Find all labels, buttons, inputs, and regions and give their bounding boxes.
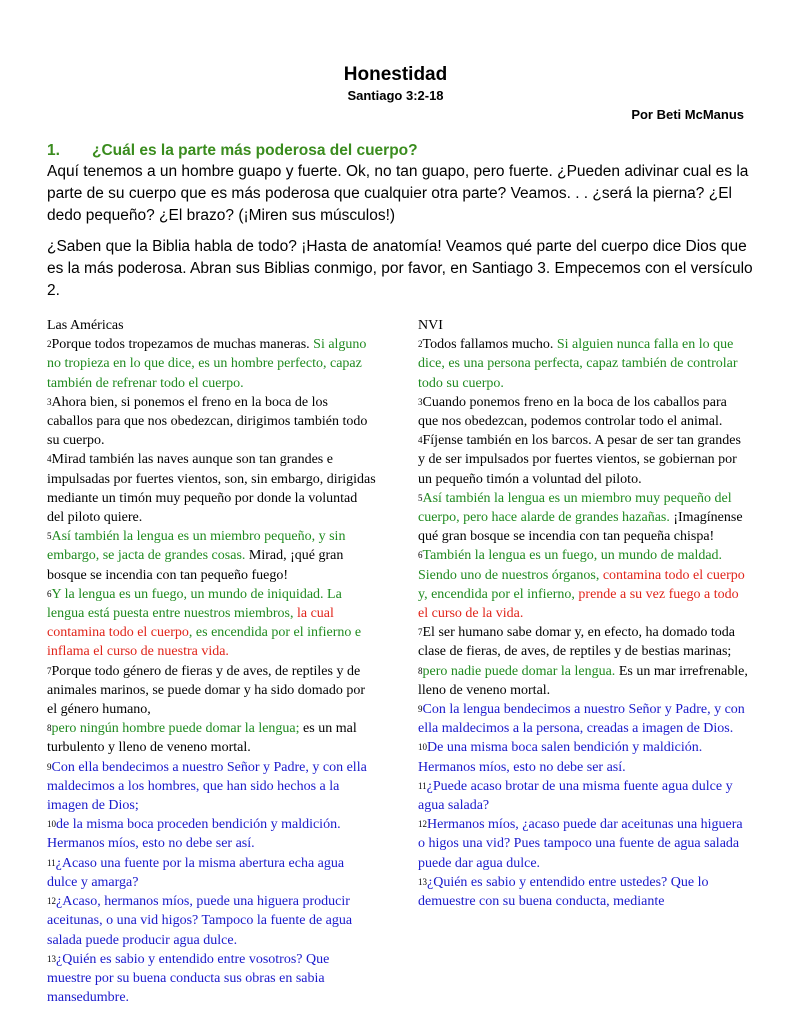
verse-number: 11 [47, 857, 56, 868]
verse-text-segment: Con ella bendecimos a nuestro Señor y Padre, y con ella maldecimos a los hombres, que han sido hechos a la imagen de Dios; [47, 759, 367, 814]
column-nvi [418, 316, 748, 911]
verse-text-segment: Si alguien nunca falla en lo que dice, es una persona perfecta, capaz también de controlar todo su cuerpo. [418, 337, 738, 391]
intro-paragraph-2: ¿Saben que la Biblia habla de todo? ¡Hasta de anatomía! Veamos qué parte del cuerpo dice Dios que es la más poderosa. Abran sus Biblias conmigo, por favor, en Santiago 3. Empecemos con el versículo 2. [47, 238, 753, 299]
verse-number: 4 [418, 435, 423, 446]
verse-text-segment: El ser humano sabe domar y, en efecto, ha domado toda clase de fieras, de aves, de reptiles y de bestias marinas; [418, 625, 735, 660]
section-number: 1. [47, 142, 60, 159]
author-byline: Por Beti McManus [631, 107, 744, 122]
verse-number: 12 [418, 819, 427, 830]
verse-number: 9 [418, 704, 423, 715]
verse-number: 3 [47, 396, 52, 407]
verse-number: 13 [418, 876, 427, 887]
verse-text-segment: prende a su vez fuego a todo el curso de la vida. [418, 586, 739, 622]
verse-text-segment: , es encendida por el infierno e [188, 625, 362, 641]
verse-text-segment: y, encendida por el infierno, [418, 586, 579, 602]
verse-8 [418, 662, 748, 700]
column-title: NVI [418, 318, 443, 333]
verse-9 [418, 700, 748, 738]
verse-number: 12 [47, 896, 56, 907]
verse-3 [47, 393, 377, 451]
verse-text-segment: ¿Acaso, hermanos míos, puede una higuera producir aceitunas, o una vid higos? Tampoco la fuente de agua salada puede producir agua dulce. [47, 894, 353, 948]
verse-number: 7 [418, 627, 423, 638]
verse-text-segment: Porque todos tropezamos de muchas maneras. [51, 337, 314, 353]
verse-text-segment: Cuando ponemos freno en la boca de los caballos para que nos obedezcan, podemos controlar todo el animal. [418, 394, 727, 430]
verse-number: 5 [418, 492, 423, 503]
verse-number: 2 [418, 339, 423, 350]
verse-text-segment: contamina todo el cuerpo [602, 567, 745, 583]
verse-text-segment: Mirad también las naves aunque son tan grandes e impulsadas por fuertes vientos, son, sin embargo, dirigidas mediante un timón muy pequeño por donde la voluntad del piloto quiere. [47, 452, 376, 526]
verse-2 [47, 335, 377, 393]
verse-text-segment: ¿Puede acaso brotar de una misma fuente agua dulce y agua salada? [418, 778, 733, 814]
section-heading [47, 142, 418, 160]
verse-text-segment: ¿Quién es sabio y entendido entre vosotros? Que muestre por su buena conducta sus obras en sabia mansedumbre. [47, 951, 330, 1006]
column-title: Las Américas [47, 318, 124, 333]
verse-5 [47, 527, 377, 585]
document-title: Honestidad [343, 64, 448, 85]
verse-number: 9 [47, 761, 52, 772]
verse-number: 5 [47, 531, 52, 542]
verse-number: 7 [47, 665, 52, 676]
verse-number: 4 [47, 454, 52, 465]
verse-5 [418, 489, 748, 547]
verse-number: 8 [47, 723, 52, 734]
verse-text-segment: Todos fallamos mucho. [422, 337, 557, 353]
verse-text-segment: de la misma boca proceden bendición y maldición. Hermanos míos, esto no debe ser así. [47, 817, 341, 852]
verse-2 [418, 335, 748, 393]
verse-number: 3 [418, 396, 423, 407]
verse-7 [47, 662, 377, 720]
verse-text-segment: De una misma boca salen bendición y maldición. Hermanos míos, esto no debe ser así. [418, 740, 703, 775]
verse-text-segment: Y la lengua es un fuego, un mundo de iniquidad. La lengua está puesta entre nuestros miembros, [47, 586, 342, 622]
verse-11 [47, 854, 377, 892]
verse-4 [47, 450, 377, 527]
verse-list [47, 335, 377, 1007]
verse-13 [47, 950, 377, 1008]
verse-text-segment: También la lengua es un fuego, un mundo de maldad. Siendo uno de nuestros órganos, [418, 548, 723, 583]
verse-text-segment: ¿Quién es sabio y entendido entre ustedes? Que lo demuestre con su buena conducta, mediante [418, 874, 709, 910]
verse-text-segment: pero nadie puede domar la lengua. [422, 663, 616, 679]
verse-9 [47, 758, 377, 816]
verse-number: 13 [47, 953, 56, 964]
verse-number: 11 [418, 780, 427, 791]
verse-text-segment: ¡Imagínense qué gran bosque se incendia con tan pequeña chispa! [418, 510, 743, 545]
verse-12 [418, 815, 748, 873]
verse-10 [418, 738, 748, 776]
verse-text-segment: Así también la lengua es un miembro pequeño, y sin embargo, se jacta de grandes cosas. [47, 529, 346, 564]
verse-text-segment: Mirad, ¡qué gran bosque se incendia con tan pequeño fuego! [47, 548, 344, 583]
verse-text-segment: Así también la lengua es un miembro muy pequeño del cuerpo, pero hace alarde de grandes hazañas. [418, 490, 732, 526]
verse-text-segment: Fíjense también en los barcos. A pesar de ser tan grandes y de ser impulsados por fuertes vientos, se gobiernan por un pequeño timón a voluntad del piloto. [418, 433, 741, 487]
verse-text-segment: Hermanos míos, ¿acaso puede dar aceitunas una higuera o higos una vid? Pues tampoco una fuente de agua salada puede dar agua dulce. [418, 817, 743, 871]
verse-text-segment: inflama el curso de nuestra vida. [47, 644, 229, 660]
verse-10 [47, 815, 377, 853]
verse-list [418, 335, 748, 911]
verse-13 [418, 873, 748, 911]
section-heading-text: ¿Cuál es la parte más poderosa del cuerpo? [92, 142, 418, 159]
verse-number: 6 [418, 550, 423, 561]
verse-text-segment: la cual contamina todo el cuerpo [47, 606, 334, 641]
scripture-reference: Santiago 3:2-18 [347, 88, 444, 103]
verse-6 [47, 585, 377, 662]
verse-7 [418, 623, 748, 661]
verse-text-segment: Es un mar irrefrenable, lleno de veneno mortal. [418, 663, 748, 698]
verse-number: 10 [47, 819, 56, 830]
verse-number: 8 [418, 665, 423, 676]
verse-text-segment: pero ningún hombre puede domar la lengua; [51, 721, 300, 737]
verse-text-segment: Si alguno no tropieza en lo que dice, es un hombre perfecto, capaz también de refrenar todo el cuerpo. [47, 337, 367, 391]
verse-text-segment: Porque todo género de fieras y de aves, de reptiles y de animales marinos, se puede domar y ha sido domado por el género humano, [47, 663, 366, 718]
verse-4 [418, 431, 748, 489]
verse-11 [418, 777, 748, 815]
verse-8 [47, 719, 377, 757]
column-las-americas [47, 316, 377, 1007]
verse-text-segment: ¿Acaso una fuente por la misma abertura echa agua dulce y amarga? [47, 855, 345, 890]
verse-number: 10 [418, 742, 427, 753]
verse-6 [418, 546, 748, 623]
verse-number: 6 [47, 588, 52, 599]
verse-text-segment: es un mal turbulento y lleno de veneno mortal. [47, 721, 357, 756]
verse-number: 2 [47, 339, 52, 350]
verse-text-segment: Con la lengua bendecimos a nuestro Señor y Padre, y con ella maldecimos a la persona, creadas a imagen de Dios. [418, 702, 745, 737]
intro-paragraph-1: Aquí tenemos a un hombre guapo y fuerte. Ok, no tan guapo, pero fuerte. ¿Pueden adivinar cual es la parte de su cuerpo que es más poderosa que cualquier otra parte? Veamos. . . ¿será la pierna? ¿El dedo pequeño? ¿El brazo? (¡Miren sus músculos!) [47, 163, 749, 224]
verse-text-segment: Ahora bien, si ponemos el freno en la boca de los caballos para que nos obedezcan, dirigimos también todo su cuerpo. [47, 394, 368, 449]
verse-3 [418, 393, 748, 431]
verse-12 [47, 892, 377, 950]
